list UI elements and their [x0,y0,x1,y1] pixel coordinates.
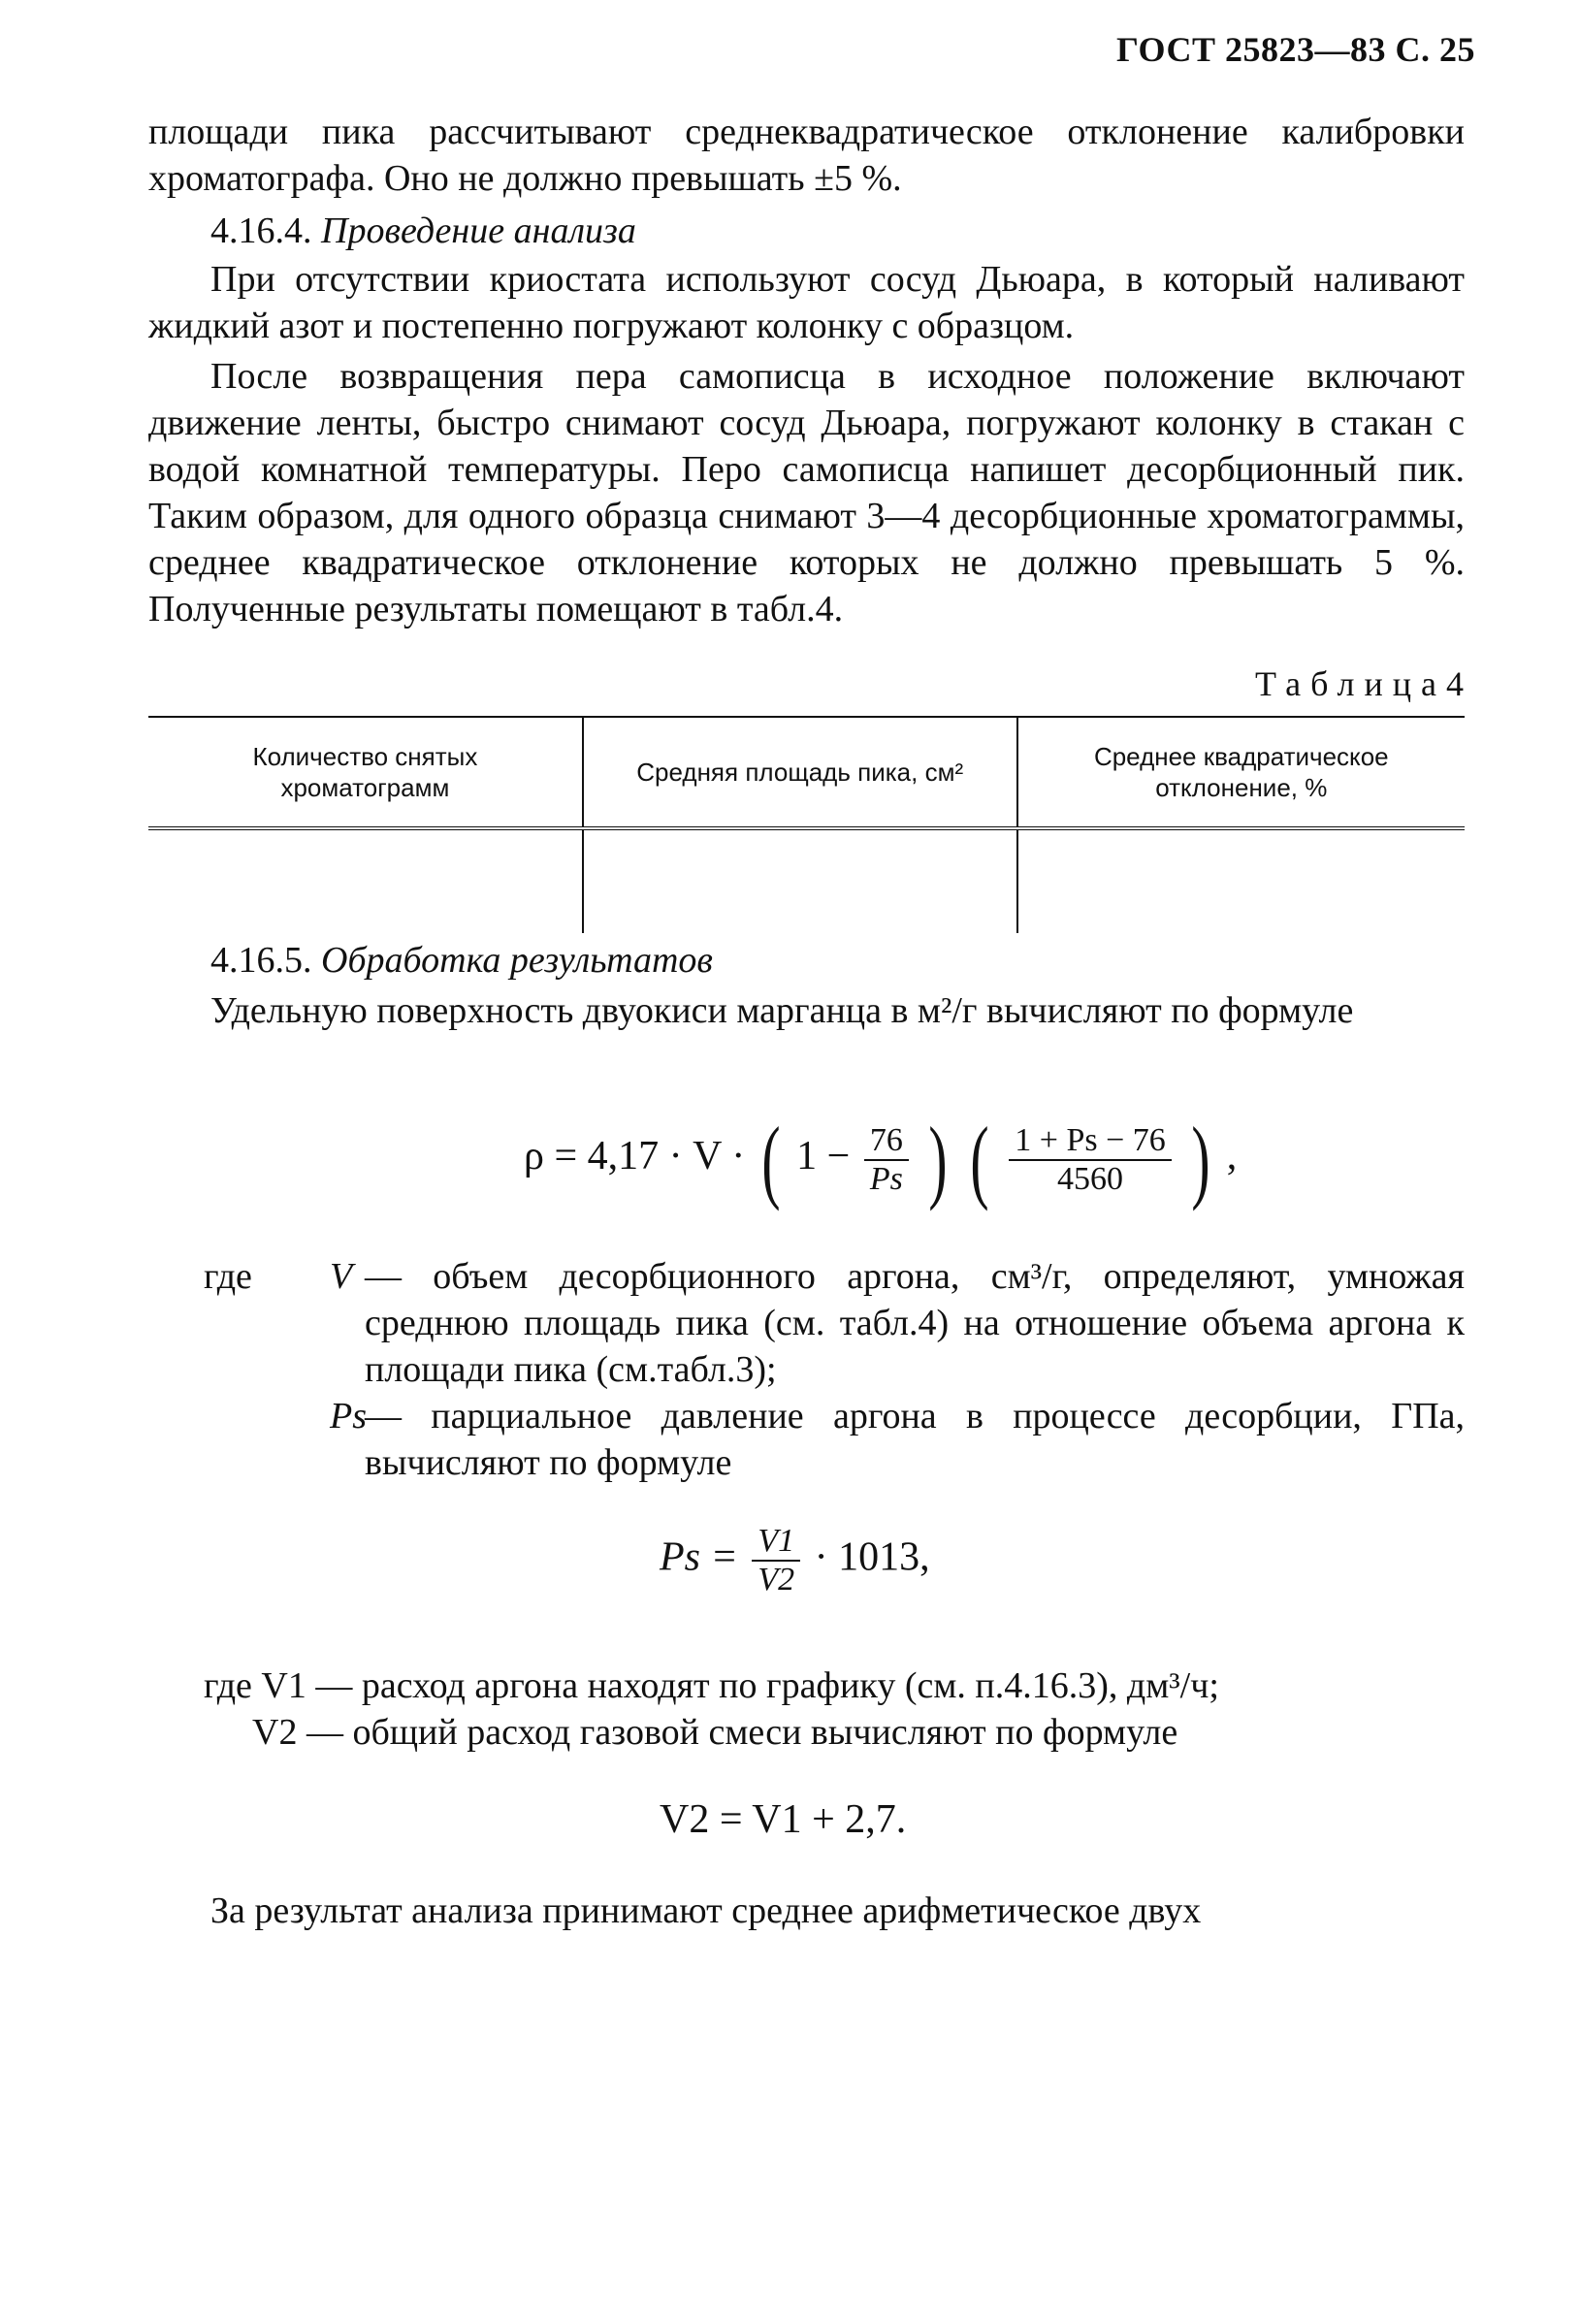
paragraph-dewar: При отсутствии криостата используют сосуд Дьюара, в который наливают жидкий азот и постепенно погружают колонку с образцом. [148,259,1465,346]
page-header: ГОСТ 25823—83 С. 25 [1116,30,1475,69]
paragraph-desorption: После возвращения пера самописца в исходное положение включают движение ленты, быстро снимают сосуд Дьюара, погружают колонку в стакан с водой комнатной температуры. Перо самописца напишет десорбционный пик. Таким образом, для одного образца снимают 3—4 десорбционные хроматограммы, среднее квадратическое отклонение которых не должно превышать 5 %. Полученные результаты помещают в табл.4. [148,356,1465,629]
symbol-ps: Ps [330,1396,367,1436]
paragraph-result: За результат анализа принимают среднее арифметическое двух [210,1890,1202,1931]
paragraph-specific-surface: Удельную поверхность двуокиси марганца в м²/г вычисляют по формуле [210,990,1354,1031]
fraction-denominator: V2 [758,1562,795,1598]
table-cell [583,828,1017,933]
fraction-numerator: V1 [752,1523,800,1562]
left-paren: ( [970,1108,989,1211]
section-number: 4.16.5. [210,940,312,981]
table-header-count: Количество снятых хроматограмм [148,717,583,828]
formula-tail: · 1013, [814,1534,930,1580]
fraction-numerator: 1 + Ps − 76 [1009,1122,1172,1161]
formula-lhs: ρ = 4,17 · V · [524,1134,746,1179]
definition-v: — объем десорбционного аргона, см³/г, определяют, умножая среднюю площадь пика (см. табл.4) на отношение объема аргона к площади пика (см.табл.3); [365,1256,1465,1390]
paragraph-calibration: площади пика рассчитывают среднеквадратическое отклонение калибровки хроматографа. Оно не должно превышать ±5 %. [148,112,1465,199]
formula-specific-surface [524,1106,1237,1213]
section-title: Обработка результатов [321,940,713,981]
table-header-deviation: Среднее квадратическое отклонение, % [1017,717,1465,828]
section-title: Проведение анализа [321,210,636,251]
definition-ps: — парциальное давление аргона в процессе десорбции, ГПа, вычисляют по формуле [365,1396,1465,1483]
left-paren: ( [761,1108,781,1211]
fraction-denominator: Ps [869,1160,903,1197]
section-number: 4.16.4. [210,210,312,251]
table-cell [148,828,583,933]
formula-partial-pressure [660,1523,930,1598]
symbol-v: V [330,1256,353,1297]
right-paren: ) [1191,1108,1210,1211]
where-v1: где V1 — расход аргона находят по графику (см. п.4.16.3), дм³/ч; [204,1665,1219,1706]
table-header-area: Средняя площадь пика, см² [583,717,1017,828]
fraction-numerator: 76 [864,1122,909,1161]
formula-tail: , [1226,1134,1238,1179]
fraction-v1-v2 [752,1523,800,1598]
where-v2: V2 — общий расход газовой смеси вычисляют по формуле [252,1712,1178,1753]
formula-one: 1 − [796,1134,851,1179]
fraction-denominator: 4560 [1057,1160,1124,1197]
fraction-76-ps [864,1122,909,1198]
section-heading-4-16-4 [210,208,1465,254]
table-row [148,828,1465,933]
table-cell [1017,828,1465,933]
table-caption: Таблица4 [1255,664,1473,703]
fraction-pressure [1009,1122,1172,1198]
results-table [148,716,1465,933]
section-heading-4-16-5 [210,937,1465,984]
where-label: где [204,1256,252,1297]
where-block-1 [0,1253,1580,1486]
right-paren: ) [928,1108,948,1211]
formula-total-flow: V2 = V1 + 2,7. [660,1797,907,1842]
formula-lhs: Ps = [660,1534,738,1580]
